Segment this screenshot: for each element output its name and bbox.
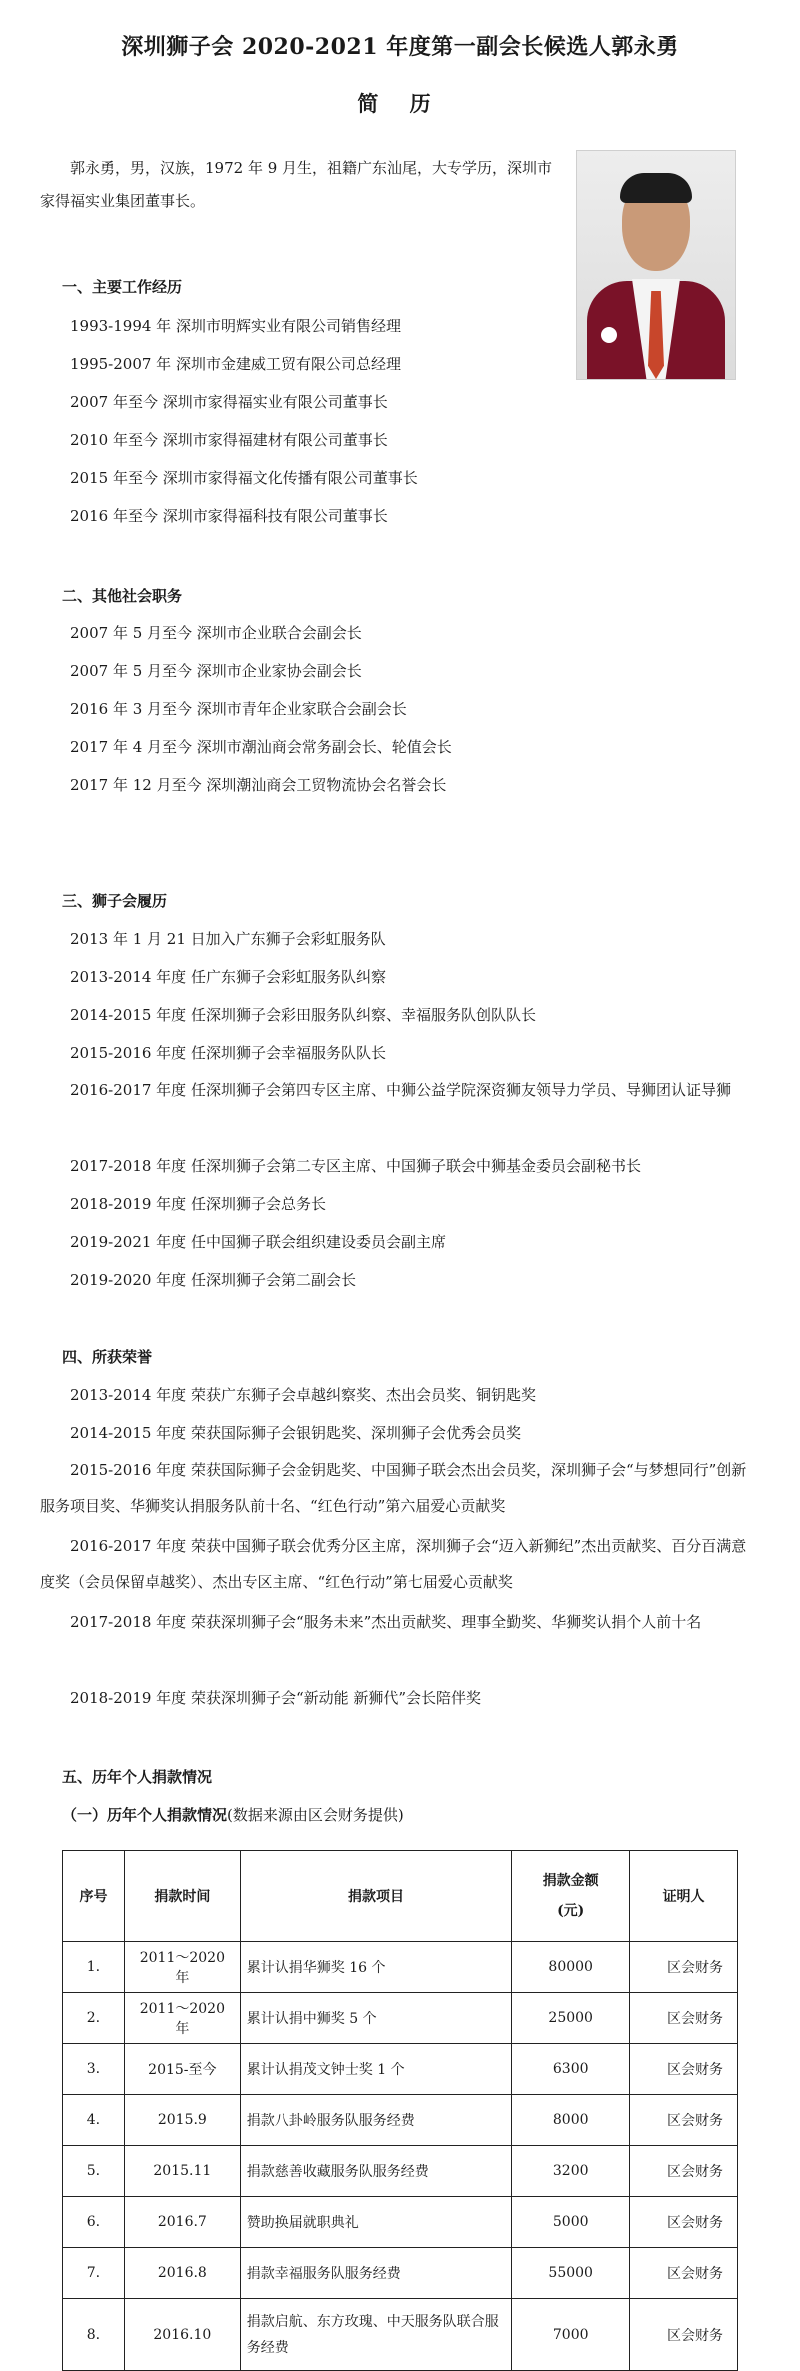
col-header-index: 序号 (63, 1851, 125, 1942)
section-heading-work: 一、主要工作经历 (62, 278, 183, 296)
section-heading-social: 二、其他社会职务 (62, 587, 183, 605)
honor-item: 2016-2017 年度 荣获中国狮子联会优秀分区主席，深圳狮子会“迈入新狮纪”杰出贡献奖、百分百满意度奖（会员保留卓越奖）、杰出专区主席、“红色行动”第七届爱心贡献奖 (40, 1537, 747, 1591)
cell-project: 捐款幸福服务队服务经费 (240, 2248, 511, 2299)
col-header-witness: 证明人 (630, 1851, 738, 1942)
lions-item: 2019-2021 年度 任中国狮子联会组织建设委员会副主席 (70, 1233, 446, 1251)
cell-witness: 区会财务 (630, 1942, 738, 1993)
table-row (63, 2248, 738, 2299)
cell-project: 捐款启航、东方玫瑰、中天服务队联合服务经费 (240, 2299, 511, 2371)
cell-index: 1. (63, 1942, 125, 1993)
cell-time: 2011～2020 年 (124, 1993, 240, 2044)
col-header-time: 捐款时间 (124, 1851, 240, 1942)
work-item: 1993-1994 年 深圳市明辉实业有限公司销售经理 (70, 317, 401, 335)
cell-amount: 80000 (512, 1942, 630, 1993)
table-header-row (63, 1851, 738, 1942)
table-row (63, 2095, 738, 2146)
work-item: 2010 年至今 深圳市家得福建材有限公司董事长 (70, 431, 388, 449)
cell-amount: 3200 (512, 2146, 630, 2197)
cell-amount: 25000 (512, 1993, 630, 2044)
document-title: 深圳狮子会 2020-2021 年度第一副会长候选人郭永勇 (121, 34, 679, 60)
cell-project: 捐款慈善收藏服务队服务经费 (240, 2146, 511, 2197)
social-item: 2007 年 5 月至今 深圳市企业联合会副会长 (70, 624, 362, 642)
portrait-photo (576, 150, 736, 380)
table-row (63, 2044, 738, 2095)
cell-project: 累计认捐华狮奖 16 个 (240, 1942, 511, 1993)
work-item: 2016 年至今 深圳市家得福科技有限公司董事长 (70, 507, 388, 525)
lions-item: 2018-2019 年度 任深圳狮子会总务长 (70, 1195, 326, 1213)
cell-time: 2011～2020 年 (124, 1942, 240, 1993)
cell-time: 2016.7 (124, 2197, 240, 2248)
cell-project: 捐款八卦岭服务队服务经费 (240, 2095, 511, 2146)
col-header-project: 捐款项目 (240, 1851, 511, 1942)
document-subtitle: 简 历 (357, 91, 443, 116)
cell-witness: 区会财务 (630, 1993, 738, 2044)
donation-table (62, 1850, 738, 2371)
social-item: 2016 年 3 月至今 深圳市青年企业家联合会副会长 (70, 700, 407, 718)
cell-witness: 区会财务 (630, 2044, 738, 2095)
cell-project: 累计认捐茂文钟士奖 1 个 (240, 2044, 511, 2095)
cell-amount: 55000 (512, 2248, 630, 2299)
lions-item: 2015-2016 年度 任深圳狮子会幸福服务队队长 (70, 1044, 386, 1062)
cell-witness: 区会财务 (630, 2299, 738, 2371)
cell-time: 2015-至今 (124, 2044, 240, 2095)
work-item: 1995-2007 年 深圳市金建威工贸有限公司总经理 (70, 355, 401, 373)
honor-item: 2017-2018 年度 荣获深圳狮子会“服务未来”杰出贡献奖、理事全勤奖、华狮奖认捐个人前十名 (70, 1613, 702, 1631)
cell-time: 2015.11 (124, 2146, 240, 2197)
social-item: 2007 年 5 月至今 深圳市企业家协会副会长 (70, 662, 362, 680)
table-row (63, 1942, 738, 1993)
work-item: 2015 年至今 深圳市家得福文化传播有限公司董事长 (70, 469, 418, 487)
cell-amount: 5000 (512, 2197, 630, 2248)
cell-time: 2016.10 (124, 2299, 240, 2371)
lions-item: 2013-2014 年度 任广东狮子会彩虹服务队纠察 (70, 968, 386, 986)
cell-index: 4. (63, 2095, 125, 2146)
cell-witness: 区会财务 (630, 2095, 738, 2146)
table-row (63, 2299, 738, 2371)
section-heading-donations: 五、历年个人捐款情况 (62, 1768, 213, 1786)
cell-index: 5. (63, 2146, 125, 2197)
sub-heading-text: （一）历年个人捐款情况 (62, 1806, 228, 1824)
col-header-amount: 捐款金额 (元) (512, 1851, 630, 1942)
lions-item: 2016-2017 年度 任深圳狮子会第四专区主席、中狮公益学院深资狮友领导力学员、导狮团认证导狮 (70, 1081, 731, 1099)
sub-heading-note: (数据来源由区会财务提供) (227, 1806, 404, 1824)
cell-index: 3. (63, 2044, 125, 2095)
cell-amount: 7000 (512, 2299, 630, 2371)
table-row (63, 2197, 738, 2248)
lions-item: 2019-2020 年度 任深圳狮子会第二副会长 (70, 1271, 356, 1289)
lions-item: 2013 年 1 月 21 日加入广东狮子会彩虹服务队 (70, 930, 386, 948)
lions-item: 2017-2018 年度 任深圳狮子会第二专区主席、中国狮子联会中狮基金委员会副秘书长 (70, 1157, 641, 1175)
cell-project: 累计认捐中狮奖 5 个 (240, 1993, 511, 2044)
intro-paragraph: 郭永勇，男，汉族，1972 年 9 月生，祖籍广东汕尾，大专学历，深圳市家得福实业集团董事长。 (40, 159, 553, 210)
cell-index: 6. (63, 2197, 125, 2248)
social-item: 2017 年 4 月至今 深圳市潮汕商会常务副会长、轮值会长 (70, 738, 452, 756)
honor-item: 2013-2014 年度 荣获广东狮子会卓越纠察奖、杰出会员奖、铜钥匙奖 (70, 1386, 536, 1404)
honor-item: 2015-2016 年度 荣获国际狮子会金钥匙奖、中国狮子联会杰出会员奖，深圳狮子会“与梦想同行”创新服务项目奖、华狮奖认捐服务队前十名、“红色行动”第六届爱心贡献奖 (40, 1461, 747, 1515)
honor-item: 2014-2015 年度 荣获国际狮子会银钥匙奖、深圳狮子会优秀会员奖 (70, 1424, 521, 1442)
cell-amount: 8000 (512, 2095, 630, 2146)
cell-project: 赞助换届就职典礼 (240, 2197, 511, 2248)
honor-item: 2018-2019 年度 荣获深圳狮子会“新动能 新狮代”会长陪伴奖 (70, 1689, 482, 1707)
cell-index: 2. (63, 1993, 125, 2044)
work-item: 2007 年至今 深圳市家得福实业有限公司董事长 (70, 393, 388, 411)
cell-witness: 区会财务 (630, 2248, 738, 2299)
cell-amount: 6300 (512, 2044, 630, 2095)
cell-index: 8. (63, 2299, 125, 2371)
section-heading-honors: 四、所获荣誉 (62, 1348, 153, 1366)
cell-time: 2015.9 (124, 2095, 240, 2146)
donations-sub-heading (62, 1804, 404, 1825)
social-item: 2017 年 12 月至今 深圳潮汕商会工贸物流协会名誉会长 (70, 776, 447, 794)
lions-item: 2014-2015 年度 任深圳狮子会彩田服务队纠察、幸福服务队创队队长 (70, 1006, 536, 1024)
lions-pin-icon (601, 327, 617, 343)
cell-time: 2016.8 (124, 2248, 240, 2299)
cell-witness: 区会财务 (630, 2146, 738, 2197)
table-row (63, 2146, 738, 2197)
cell-witness: 区会财务 (630, 2197, 738, 2248)
cell-index: 7. (63, 2248, 125, 2299)
section-heading-lions: 三、狮子会履历 (62, 892, 168, 910)
table-row (63, 1993, 738, 2044)
